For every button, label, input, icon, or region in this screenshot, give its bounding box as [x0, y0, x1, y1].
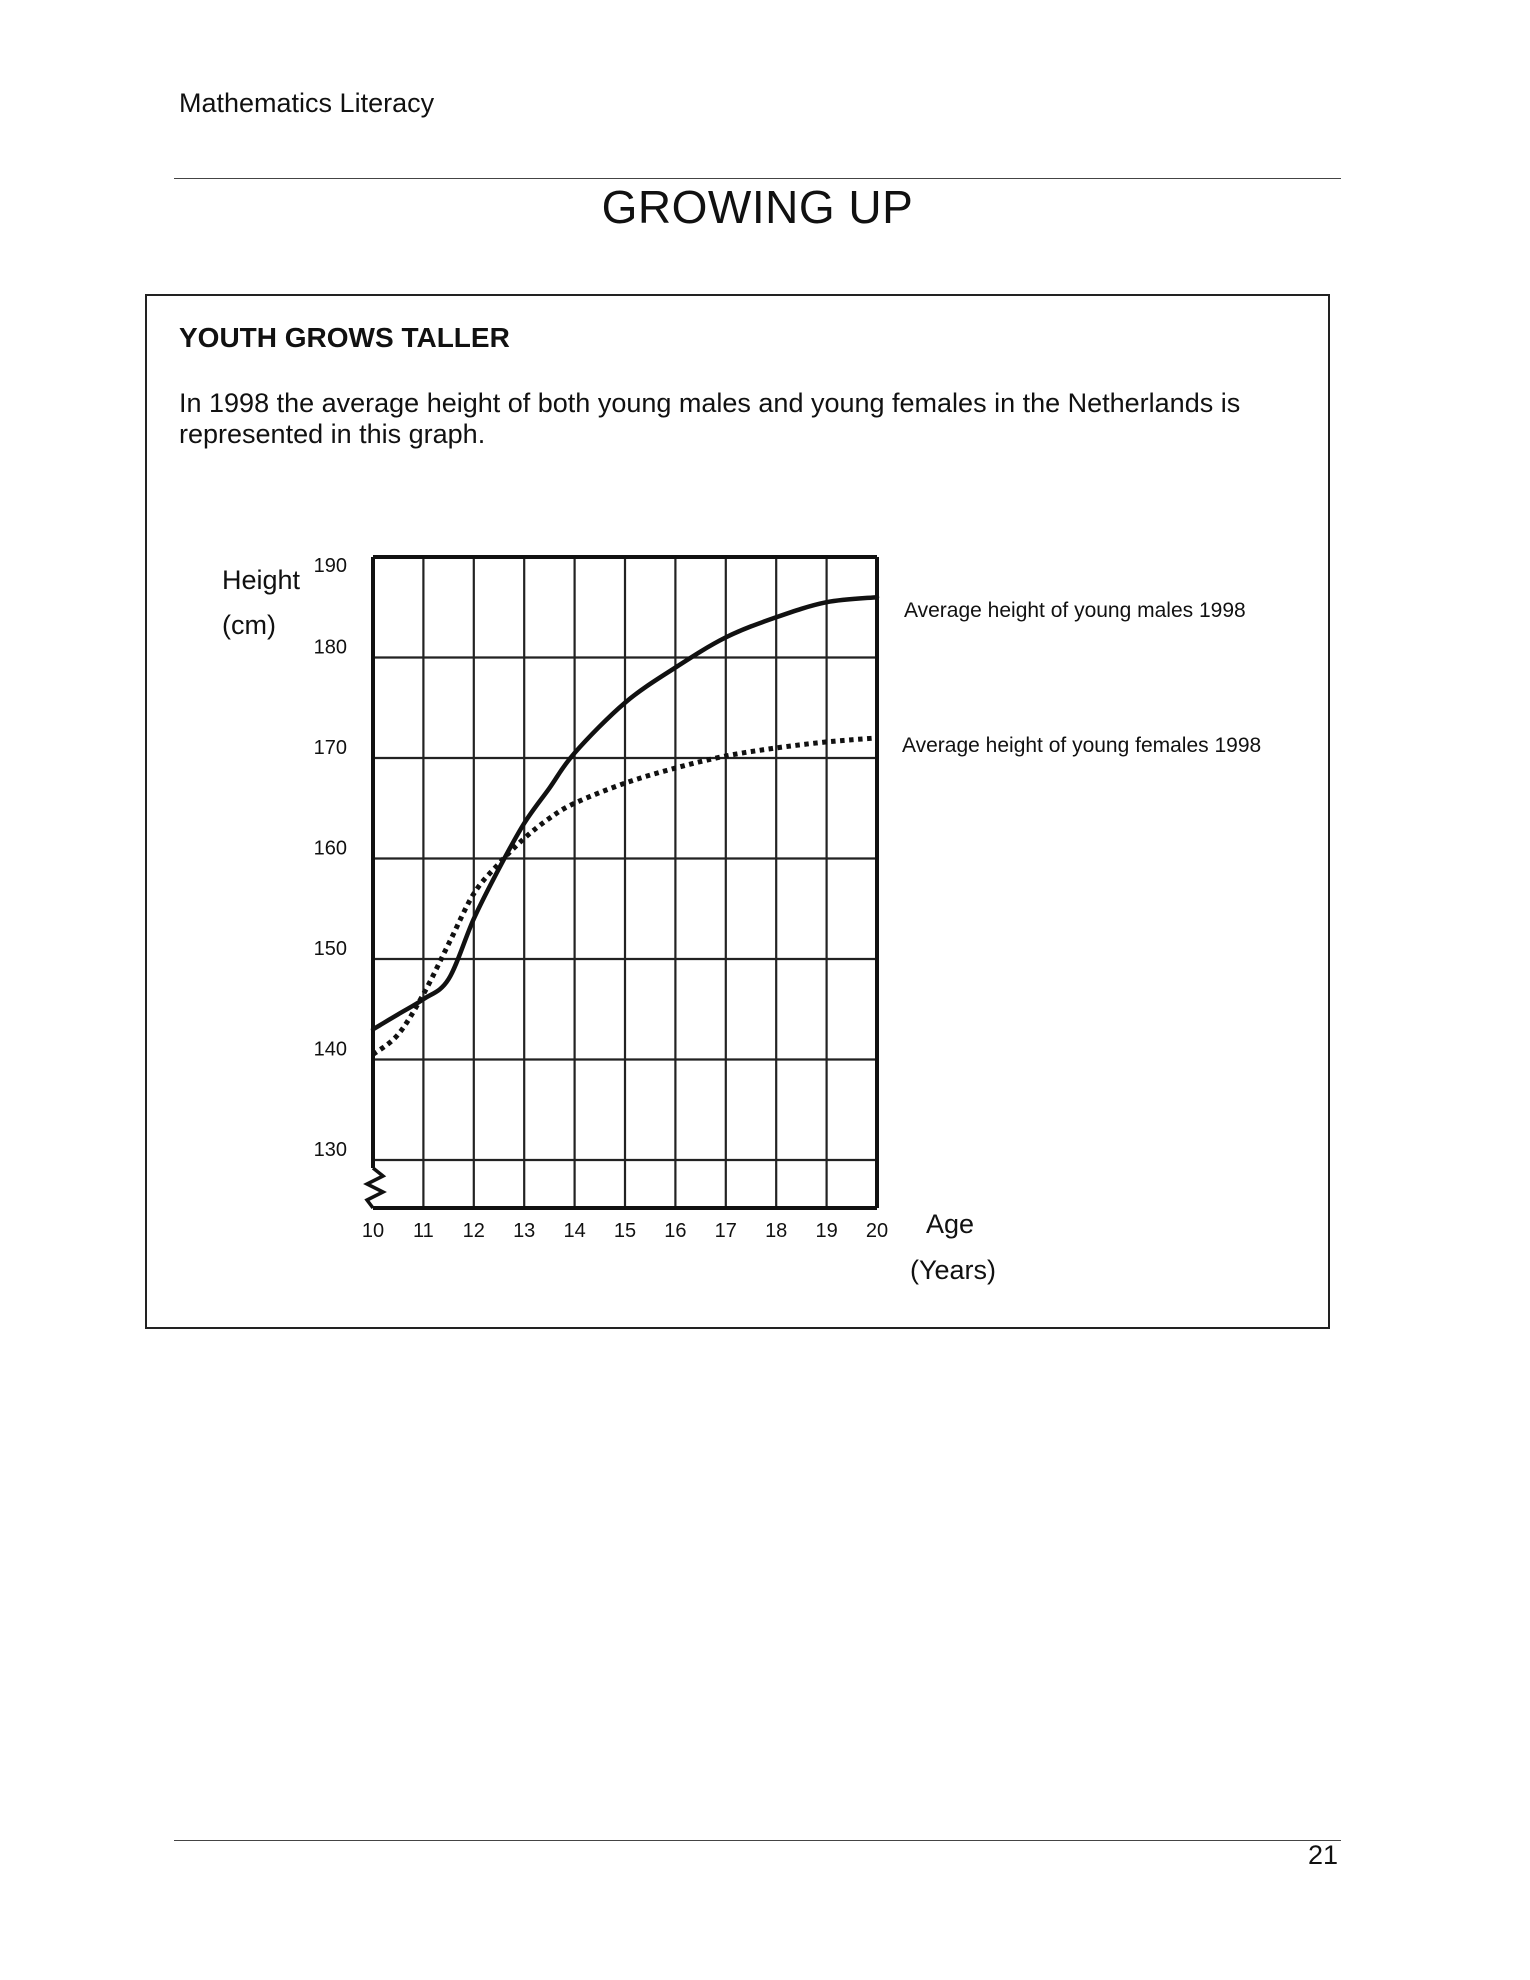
x-tick-label: 15 — [613, 1220, 637, 1242]
x-tick-label: 20 — [865, 1220, 889, 1242]
y-tick-label: 160 — [313, 837, 347, 860]
x-tick-label: 17 — [714, 1220, 737, 1242]
x-tick-label: 10 — [361, 1220, 385, 1242]
y-axis-title-line1: Height — [222, 565, 301, 595]
footer-divider — [174, 1840, 1341, 1841]
x-tick-label: 18 — [765, 1220, 788, 1242]
x-tick-label: 16 — [664, 1220, 687, 1242]
y-tick-label: 170 — [313, 737, 347, 759]
x-tick-label: 14 — [563, 1220, 586, 1242]
y-tick-label: 150 — [313, 938, 347, 960]
y-axis-break — [367, 1168, 383, 1208]
x-axis-title-line2: (Years) — [910, 1255, 997, 1285]
stimulus-text: In 1998 the average height of both young males and young females in the Netherlands is represented in this graph. — [179, 388, 1241, 449]
series-label-females: Average height of young females 1998 — [902, 734, 1262, 757]
y-tick-label: 140 — [313, 1038, 347, 1061]
chart-frame — [367, 557, 877, 1208]
series-label-males: Average height of young males 1998 — [904, 599, 1246, 622]
x-tick-label: 12 — [462, 1220, 485, 1242]
x-tick-label: 19 — [815, 1220, 838, 1242]
y-tick-label: 180 — [313, 636, 347, 659]
y-axis-title-line2: (cm) — [222, 610, 276, 640]
header-subject: Mathematics Literacy — [179, 88, 435, 118]
chart-grid — [373, 557, 877, 1208]
y-tick-label: 190 — [313, 555, 347, 577]
x-axis-title-line1: Age — [926, 1209, 975, 1239]
x-tick-label: 13 — [513, 1220, 536, 1242]
y-tick-label: 130 — [313, 1139, 347, 1161]
page-title: GROWING UP — [601, 181, 914, 233]
x-tick-label: 11 — [413, 1220, 434, 1242]
stimulus-heading: YOUTH GROWS TALLER — [179, 322, 510, 353]
page-number: 21 — [1307, 1840, 1338, 1870]
